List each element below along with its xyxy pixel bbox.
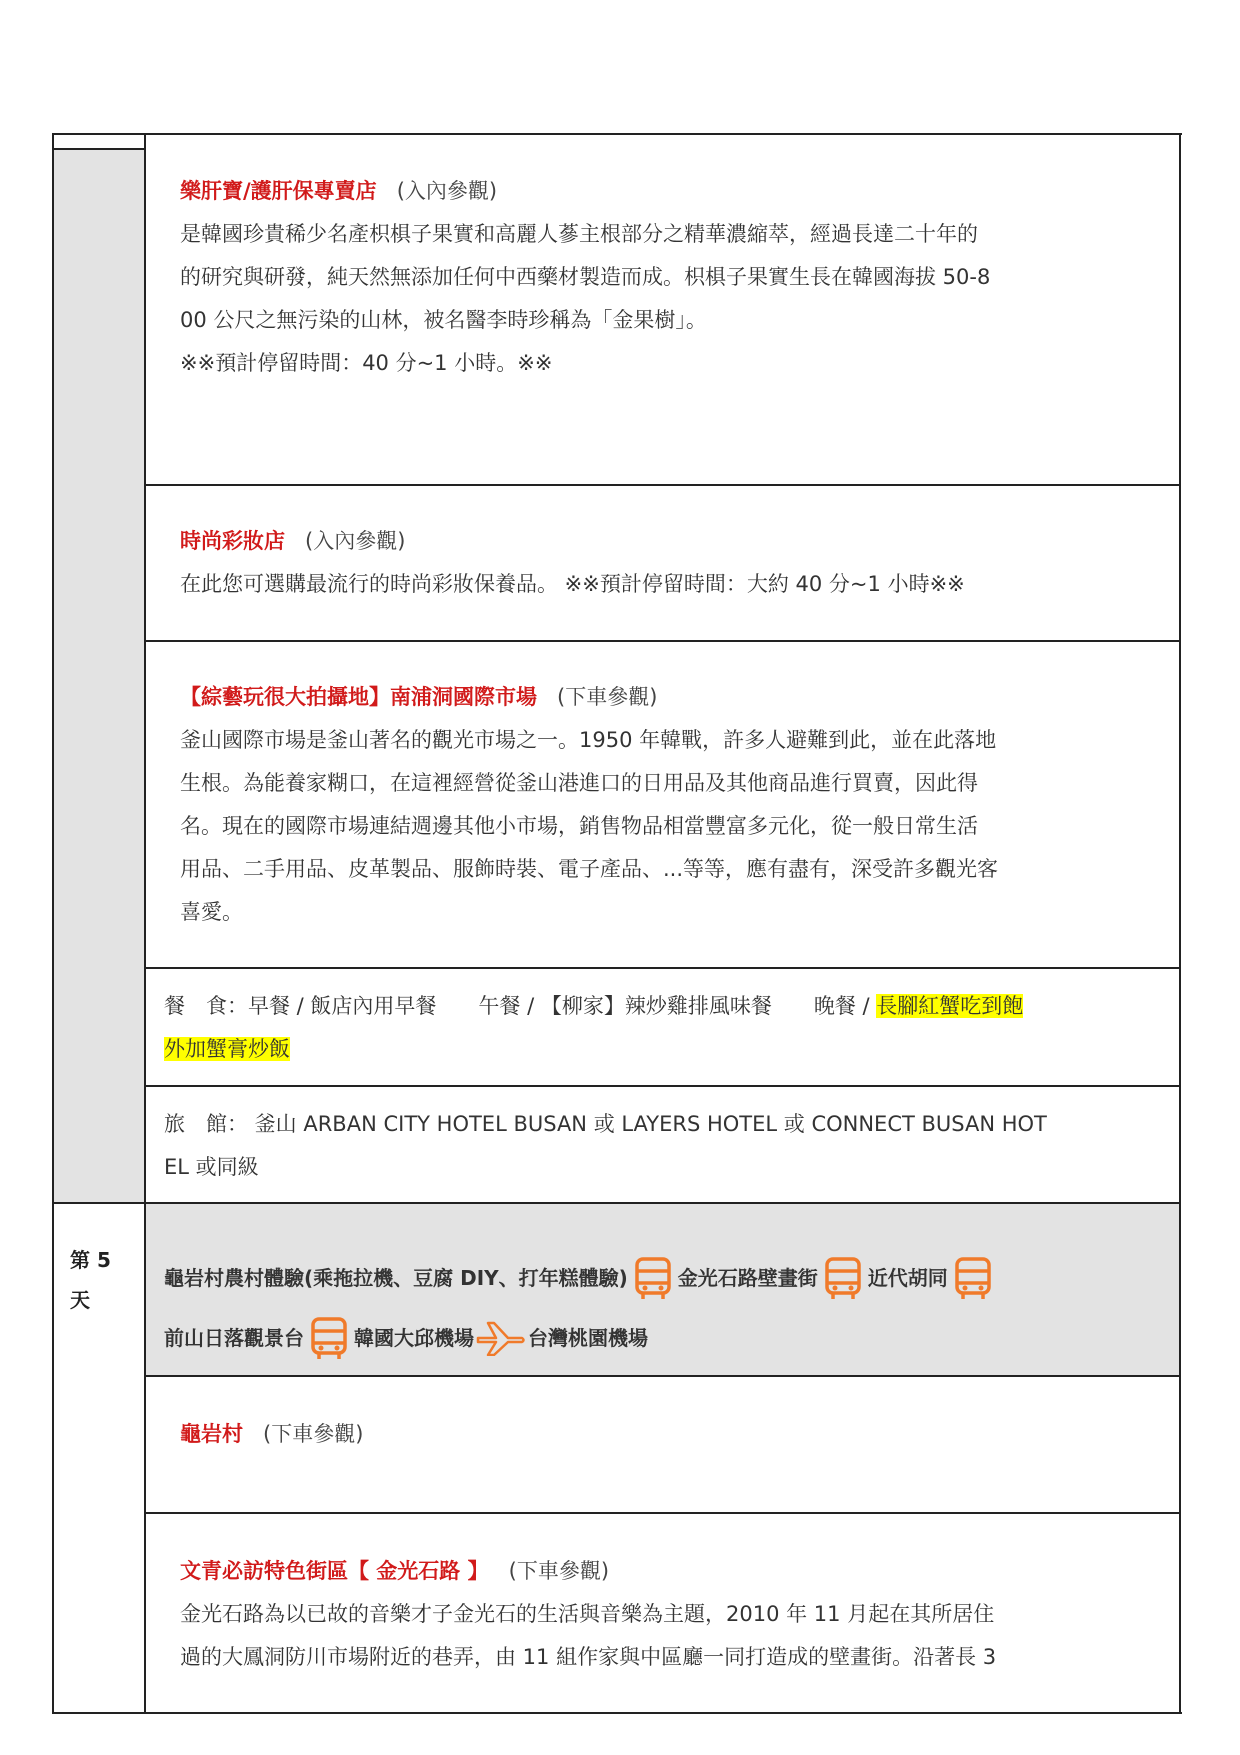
route-stop: 近代胡同 [867, 1266, 948, 1290]
body-line: 名。現在的國際市場連結週邊其他小市場，銷售物品相當豐富多元化，從一般日常生活 [180, 814, 978, 838]
body-line: 生根。為能養家糊口，在這裡經營從釜山港進口的日用品及其他商品進行買賣，因此得 [180, 771, 978, 795]
body-line: 金光石路為以已故的音樂才子金光石的生活與音樂為主題，2010 年 11 月起在其所居住 [180, 1602, 995, 1626]
row-divider [144, 1375, 1181, 1377]
day-label [70, 1240, 111, 1320]
day5-route [164, 1248, 998, 1368]
route-stop: 台灣桃園機場 [528, 1326, 648, 1350]
section-note: (下車參觀) [508, 1559, 610, 1583]
section-gamcheon [180, 1413, 363, 1456]
table-border-top [52, 133, 1182, 135]
airplane-icon [476, 1320, 526, 1356]
section-title: 時尚彩妝店 [180, 529, 285, 553]
section-note: (下車參觀) [557, 685, 658, 709]
section-title: 【綜藝玩很大拍攝地】南浦洞國際市場 [180, 685, 537, 709]
day-number: 第 5 [70, 1248, 111, 1272]
table-border-bottom [52, 1712, 1182, 1714]
section-title: 龜岩村 [180, 1422, 243, 1446]
section-liver-shop [180, 170, 990, 385]
table-border-right [1179, 133, 1181, 1714]
bus-icon [824, 1256, 862, 1300]
meals-highlight: 外加蟹膏炒飯 [164, 1037, 290, 1061]
left-column-shade [52, 148, 145, 1203]
hotel-line: 旅 館： 釜山 ARBAN CITY HOTEL BUSAN 或 LAYERS HOTEL 或 CONNECT BUSAN HOT [164, 1112, 1047, 1136]
section-market [180, 676, 998, 934]
route-stop: 金光石路壁畫街 [677, 1266, 818, 1290]
row-divider [144, 484, 1181, 486]
body-line: ※※預計停留時間：40 分~1 小時。※※ [180, 351, 553, 375]
route-stop: 前山日落觀景台 [164, 1326, 304, 1350]
route-stop: 龜岩村農村體驗(乘拖拉機、豆腐 DIY、打年糕體驗) [164, 1266, 628, 1290]
left-top-divider [52, 148, 146, 150]
section-title: 樂肝寶/護肝保專賣店 [180, 179, 377, 203]
row-divider [144, 1512, 1181, 1514]
section-cosmetics [180, 520, 965, 606]
section-note: (下車參觀) [263, 1422, 364, 1446]
hotel-info [164, 1103, 1047, 1189]
row-divider [144, 967, 1181, 969]
meals-text: 餐 食：早餐 / 飯店內用早餐 午餐 / 【柳家】辣炒雞排風味餐 晚餐 / [164, 994, 877, 1018]
section-title: 文青必訪特色街區【 金光石路 】 [180, 1559, 489, 1583]
body-line: 釜山國際市場是釜山著名的觀光市場之一。1950 年韓戰，許多人避難到此，並在此落地 [180, 728, 997, 752]
body-line: 用品、二手用品、皮革製品、服飾時裝、電子產品、...等等，應有盡有，深受許多觀光客 [180, 857, 999, 881]
section-kimgwangseok [180, 1550, 996, 1679]
body-line: 在此您可選購最流行的時尚彩妝保養品。 ※※預計停留時間：大約 40 分~1 小時※※ [180, 572, 965, 596]
body-line: 的研究與研發，純天然無添加任何中西藥材製造而成。枳椇子果實生長在韓國海拔 50-8 [180, 265, 991, 289]
column-divider [144, 133, 146, 1714]
row-divider [144, 640, 1181, 642]
route-stop: 韓國大邱機場 [354, 1326, 474, 1350]
day-unit: 天 [70, 1288, 90, 1312]
day-divider [52, 1202, 1181, 1204]
bus-icon [634, 1256, 672, 1300]
bus-icon [954, 1256, 992, 1300]
section-note: (入內參觀) [305, 529, 406, 553]
body-line: 喜愛。 [180, 900, 243, 924]
bus-icon [310, 1316, 348, 1360]
row-divider [144, 1085, 1181, 1087]
meals-info [164, 985, 1023, 1071]
table-border-left [52, 133, 54, 1714]
meals-highlight: 長腳紅蟹吃到飽 [876, 994, 1024, 1018]
hotel-line: EL 或同級 [164, 1155, 259, 1179]
section-note: (入內參觀) [396, 179, 498, 203]
body-line: 過的大鳳洞防川市場附近的巷弄，由 11 組作家與中區廳一同打造成的壁畫街。沿著長 3 [180, 1645, 997, 1669]
body-line: 是韓國珍貴稀少名產枳椇子果實和高麗人蔘主根部分之精華濃縮萃，經過長達二十年的 [180, 222, 978, 246]
body-line: 00 公尺之無污染的山林，被名醫李時珍稱為「金果樹」。 [180, 308, 707, 332]
